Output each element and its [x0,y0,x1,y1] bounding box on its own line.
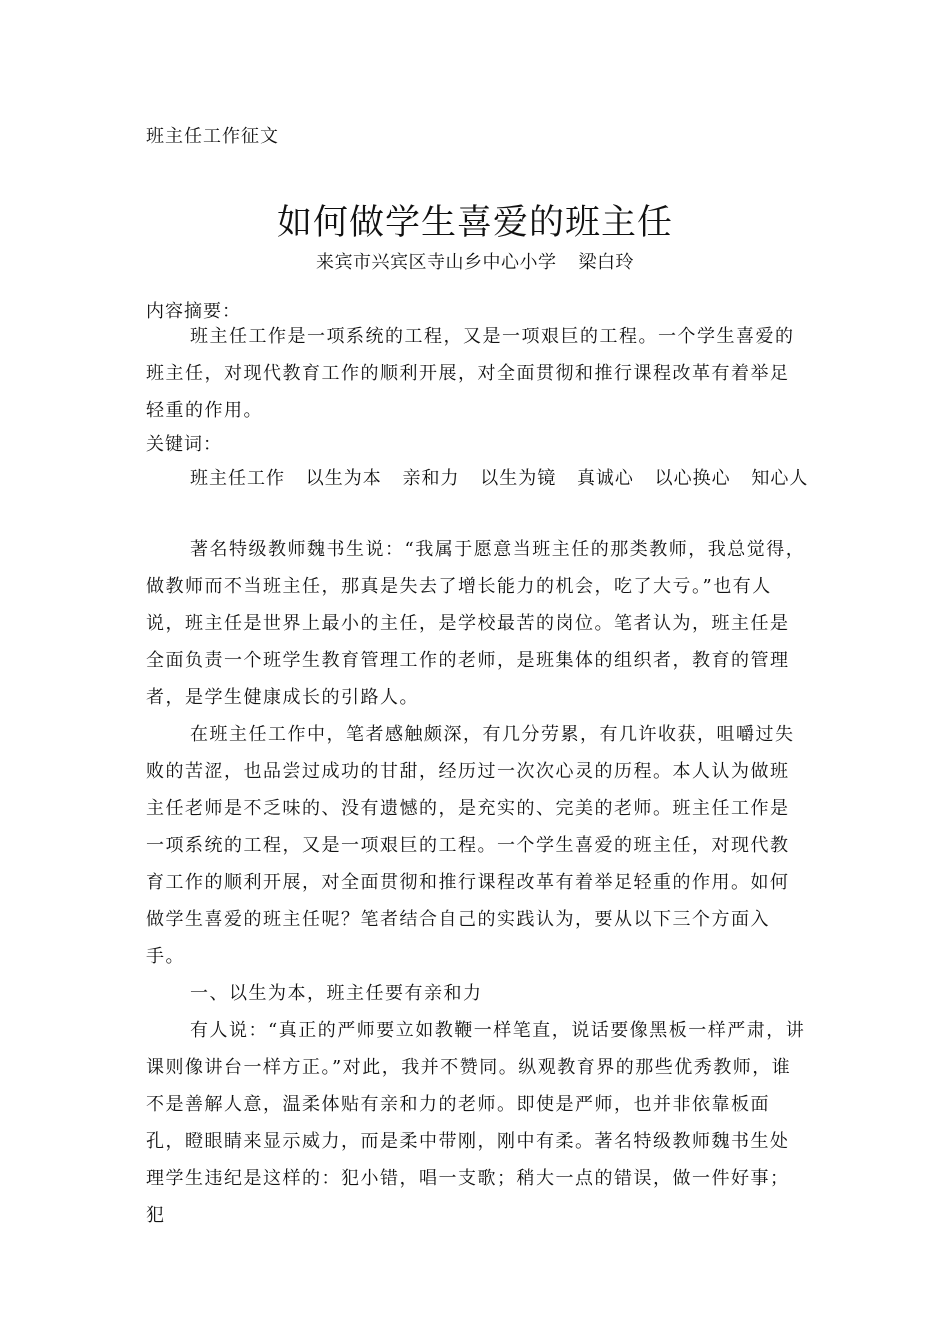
keyword-item: 以生为本 [305,468,382,489]
keyword-item: 班主任工作 [190,468,285,489]
body-paragraph: 在班主任工作中，笔者感触颇深，有几分劳累，有几许收获，咀嚼过失败的苦涩，也品尝过成功的甘甜，经历过一次次心灵的历程。本人认为做班主任老师是不乏味的、没有遗憾的，是充实的、完美的老师。班主任工作是一项系统的工程，又是一项艰巨的工程。一个学生喜爱的班主任，对现代教育工作的顺利开展，对全面贯彻和推行课程改革有着举足轻重的作用。如何做学生喜爱的班主任呢？笔者结合自己的实践认为，要从以下三个方面入手。 [146,724,795,967]
section-heading: 一、以生为本，班主任要有亲和力 [190,983,483,1004]
body-paragraph: 有人说：“真正的严师要立如教鞭一样笔直，说话要像黑板一样严肃，讲课则像讲台一样方正。”对此，我并不赞同。纵观教育界的那些优秀教师，谁不是善解人意，温柔体贴有亲和力的老师。即使是严师，也并非依靠板面孔，瞪眼睛来显示威力，而是柔中带刚，刚中有柔。著名特级教师魏书生处理学生违纪是这样的：犯小错，唱一支歌；稍大一点的错误，做一件好事；犯 [146,1020,806,1226]
keyword-item: 亲和力 [402,468,460,489]
body-paragraph: 著名特级教师魏书生说：“我属于愿意当班主任的那类教师，我总觉得，做教师而不当班主任，那真是失去了增长能力的机会，吃了大亏。”也有人说，班主任是世界上最小的主任，是学校最苦的岗位。笔者认为，班主任是全面负责一个班学生教育管理工作的老师，是班集体的组织者，教育的管理者，是学生健康成长的引路人。 [146,539,806,708]
author-name: 梁白玲 [578,252,634,273]
author-line [0,250,950,276]
keywords-label: 关键词： [146,434,222,455]
document-category-tag: 班主任工作征文 [146,126,279,147]
abstract-label: 内容摘要： [146,301,241,322]
abstract-text-block [146,318,808,429]
keyword-item: 以心换心 [654,468,731,489]
keywords-list [190,466,808,492]
keyword-item: 以生为镜 [480,468,557,489]
abstract-text: 班主任工作是一项系统的工程，又是一项艰巨的工程。一个学生喜爱的班主任，对现代教育工作的顺利开展，对全面贯彻和推行课程改革有着举足轻重的作用。 [146,326,795,421]
keyword-item: 知心人 [751,468,809,489]
body-text [146,531,808,1234]
keyword-item: 真诚心 [576,468,634,489]
author-affiliation: 来宾市兴宾区寺山乡中心小学 [316,252,557,273]
document-title: 如何做学生喜爱的班主任 [276,203,673,243]
